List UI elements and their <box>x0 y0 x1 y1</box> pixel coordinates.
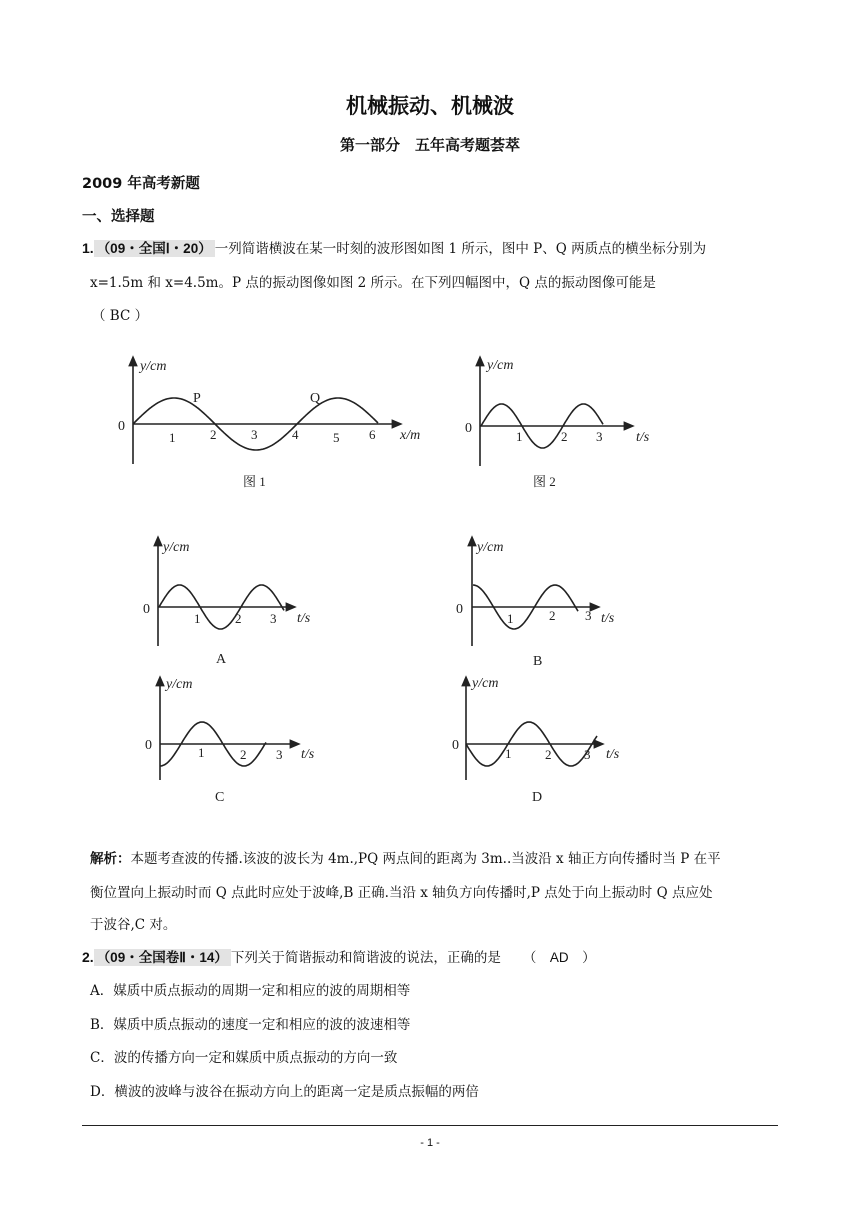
question-1-text-1: 一列简谐横波在某一时刻的波形图如图 1 所示，图中 P、Q 两质点的横坐标分别为 <box>214 241 707 257</box>
question-2-option-b: B．媒质中质点振动的速度一定和相应的波的波速相等 <box>90 1017 411 1033</box>
question-2-line <box>82 946 596 966</box>
figure-1-wave <box>118 359 420 489</box>
question-2-stem: 下列关于简谐振动和简谐波的说法，正确的是 <box>230 950 501 966</box>
figure-b-ylabel: y/cm <box>477 540 504 555</box>
document-title: 机械振动、机械波 <box>346 94 514 118</box>
figure-d-origin: 0 <box>452 738 459 753</box>
document-subtitle: 第一部分 五年高考题荟萃 <box>339 136 520 154</box>
figure-b-tick-2: 2 <box>549 608 556 623</box>
question-2-source-tag: （09・全国卷Ⅱ・14） <box>94 949 231 966</box>
figure-2-tick-2: 2 <box>561 429 568 444</box>
figure-c-origin: 0 <box>145 738 152 753</box>
figure-a-tick-3: 3 <box>270 611 277 626</box>
figure-1-tick-1: 1 <box>169 430 176 445</box>
footer-divider <box>82 1125 778 1126</box>
figure-a-caption: A <box>216 652 227 667</box>
analysis-label: 解析： <box>90 851 131 867</box>
figure-c-xlabel: t/s <box>301 747 315 762</box>
figure-d-tick-1: 1 <box>505 746 512 761</box>
figure-1-point-p: P <box>193 391 201 406</box>
figure-1-ylabel: y/cm <box>140 359 167 374</box>
question-2-number: 2. <box>82 949 94 965</box>
figure-b-origin: 0 <box>456 602 463 617</box>
question-2-option-a: A．媒质中质点振动的周期一定和相应的波的周期相等 <box>90 983 411 999</box>
page-number: - 1 - <box>420 1137 440 1149</box>
figure-a-tick-2: 2 <box>235 611 242 626</box>
figure-1-tick-5: 5 <box>333 430 340 445</box>
figure-d-tick-3: 3 <box>584 747 591 762</box>
figure-b-tick-1: 1 <box>507 611 514 626</box>
figure-b-tick-3: 3 <box>585 608 592 623</box>
figure-1-origin: 0 <box>118 419 125 434</box>
figure-2-origin: 0 <box>465 421 472 436</box>
figure-b <box>456 540 615 669</box>
figure-1-tick-6: 6 <box>369 427 376 442</box>
figure-b-caption: B <box>533 654 543 669</box>
analysis-text-1: 本题考查波的传播.该波的波长为 4m.,PQ 两点间的距离为 3m..当波沿 x 轴正方向传播时当 P 在平 <box>130 851 721 867</box>
figure-a-ylabel: y/cm <box>163 540 190 555</box>
analysis-line-1 <box>90 847 721 867</box>
figure-2-tick-3: 3 <box>596 429 603 444</box>
figure-a <box>143 540 311 667</box>
figure-2-vibration <box>465 358 650 489</box>
question-1-line-2: x=1.5m 和 x=4.5m。P 点的振动图像如图 2 所示。在下列四幅图中，Q 点的振动图像可能是 <box>90 275 656 291</box>
figure-d <box>452 676 620 805</box>
figure-c <box>145 677 315 805</box>
section-type: 一、选择题 <box>82 209 155 225</box>
figure-1-tick-2: 2 <box>210 427 217 442</box>
figure-c-tick-2: 2 <box>240 747 247 762</box>
figure-1-tick-4: 4 <box>292 427 299 442</box>
figure-2-tick-1: 1 <box>516 429 523 444</box>
question-2-option-c: C．波的传播方向一定和媒质中质点振动的方向一致 <box>90 1050 398 1066</box>
figure-1-caption: 图 1 <box>243 474 266 489</box>
figure-a-xlabel: t/s <box>297 611 311 626</box>
section-year: 2009 年高考新题 <box>82 176 200 192</box>
figure-d-caption: D <box>532 790 543 805</box>
question-1-line-1 <box>82 237 706 257</box>
figure-a-tick-1: 1 <box>194 611 201 626</box>
figure-2-xlabel: t/s <box>636 430 650 445</box>
question-1-answer: （ BC ） <box>92 308 149 324</box>
question-1-source-tag: （09・全国Ⅰ・20） <box>94 240 215 257</box>
figure-c-tick-3: 3 <box>276 747 283 762</box>
question-1-number: 1. <box>82 240 94 256</box>
figure-a-origin: 0 <box>143 602 150 617</box>
figures-group <box>0 340 860 810</box>
figure-d-xlabel: t/s <box>606 747 620 762</box>
figure-2-caption: 图 2 <box>533 474 556 489</box>
figure-1-tick-3: 3 <box>251 427 258 442</box>
figure-c-tick-1: 1 <box>198 745 205 760</box>
figure-1-point-q: Q <box>310 391 321 406</box>
analysis-line-2: 衡位置向上振动时而 Q 点此时应处于波峰,B 正确.当沿 x 轴负方向传播时,P 点处于向上振动时 Q 点应处 <box>90 885 713 901</box>
question-2-answer: （ AD ） <box>522 950 596 965</box>
figure-c-caption: C <box>215 790 225 805</box>
figure-c-ylabel: y/cm <box>166 677 193 692</box>
figure-d-ylabel: y/cm <box>472 676 499 691</box>
question-2-option-d: D．横波的波峰与波谷在振动方向上的距离一定是质点振幅的两倍 <box>90 1084 479 1100</box>
figure-d-tick-2: 2 <box>545 747 552 762</box>
analysis-line-3: 于波谷,C 对。 <box>90 917 177 933</box>
figure-2-ylabel: y/cm <box>487 358 514 373</box>
figure-1-xlabel: x/m <box>400 428 421 443</box>
figure-b-xlabel: t/s <box>601 611 615 626</box>
